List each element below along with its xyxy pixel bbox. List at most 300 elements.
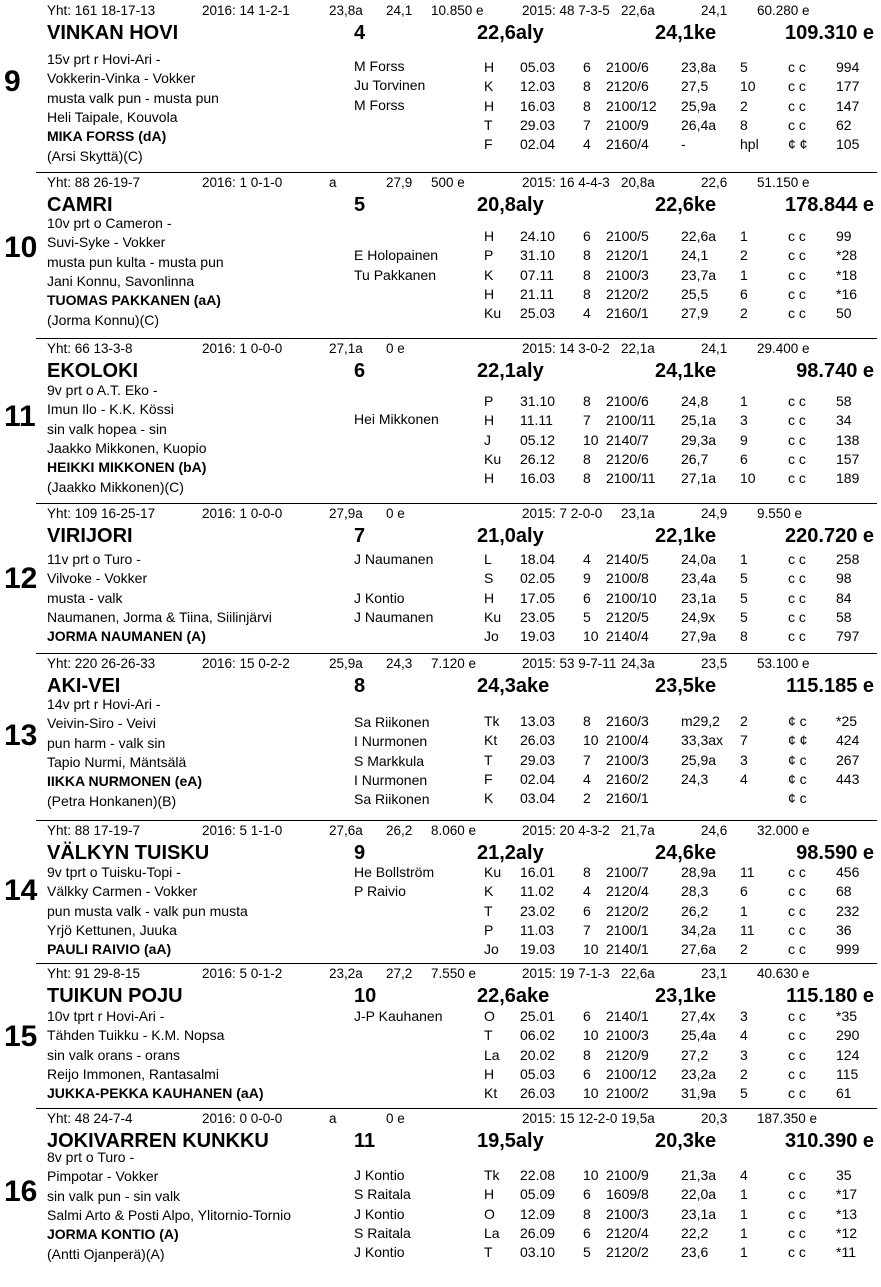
race-placing: hpl (740, 136, 759, 153)
race-equipment: c c (788, 570, 806, 587)
race-driver: S Raitala (354, 1186, 411, 1203)
race-odds: 147 (836, 97, 860, 114)
race-track: T (484, 751, 493, 768)
trainer-driver: JORMA KONTIO (A) (47, 1226, 179, 1243)
race-start-number: 4 (583, 136, 591, 153)
track-number: 9 (354, 842, 366, 864)
race-equipment: c c (788, 921, 806, 938)
race-track: H (484, 59, 495, 75)
race-distance: 2100/4 (606, 732, 649, 749)
race-time: 25,9a (681, 751, 717, 768)
race-start-number: 5 (583, 608, 591, 625)
entry-divider (36, 653, 877, 654)
record-auto: 21,2aly (477, 842, 544, 864)
race-date: 25.03 (520, 305, 556, 322)
race-time: 34,2a (681, 921, 717, 938)
horse-name: VIRIJORI (47, 525, 133, 547)
total-earnings: 109.310 e (785, 22, 874, 44)
owner-colors: musta valk pun - musta pun (47, 89, 219, 106)
race-odds: *17 (836, 1186, 858, 1203)
owner-colors: sin valk orans - orans (47, 1046, 181, 1063)
race-distance: 2100/7 (606, 864, 649, 880)
stats-field: 29.400 e (757, 341, 810, 356)
race-odds: 456 (836, 864, 860, 880)
race-odds: 138 (836, 431, 860, 448)
race-start-number: 8 (583, 470, 591, 487)
race-driver: He Bollström (354, 864, 435, 880)
race-track: La (484, 1224, 500, 1241)
race-time: 26,2 (681, 902, 709, 919)
horse-pedigree: 10v prt o Cameron - (47, 215, 172, 231)
race-odds: *18 (836, 266, 858, 283)
record-auto: 20,8aly (477, 194, 544, 216)
owner-colors: pun musta valk - valk pun musta (47, 902, 248, 919)
horse-pedigree: 9v tprt o Tuisku-Topi - (47, 864, 181, 880)
race-start-number: 8 (583, 393, 591, 409)
race-placing: 2 (740, 941, 748, 958)
race-distance: 2100/5 (606, 228, 649, 244)
race-track: T (484, 902, 493, 919)
owner-colors: musta - valk (47, 589, 123, 606)
race-time: 29,3a (681, 431, 717, 448)
owner-colors: sin valk hopea - sin (47, 420, 167, 437)
race-placing: 1 (740, 1224, 748, 1241)
program-number: 10 (4, 231, 38, 264)
race-track: P (484, 247, 494, 264)
race-distance: 2120/2 (606, 1244, 649, 1261)
race-odds: 58 (836, 393, 852, 409)
horse-name: AKI-VEI (47, 675, 121, 697)
stats-field: a (329, 1111, 337, 1126)
stats-field: 187.350 e (757, 1111, 818, 1126)
track-number: 10 (354, 985, 377, 1007)
race-odds: 84 (836, 589, 852, 606)
race-time: 24,0a (681, 551, 717, 567)
race-distance: 2160/1 (606, 305, 649, 322)
race-date: 19.03 (520, 941, 556, 958)
race-start-number: 6 (583, 1186, 591, 1203)
stats-field: 9.550 e (757, 506, 803, 521)
race-distance: 2100/12 (606, 97, 657, 114)
race-placing: 5 (740, 570, 748, 587)
stats-field: Yht: 91 29-8-15 (47, 966, 141, 981)
trainer-driver: TUOMAS PAKKANEN (aA) (47, 292, 221, 309)
race-track: K (484, 790, 494, 807)
race-date: 05.03 (520, 59, 556, 75)
race-driver: M Forss (354, 58, 405, 74)
race-placing: 1 (740, 228, 748, 244)
race-date: 24.10 (520, 228, 556, 244)
race-track: T (484, 1244, 493, 1261)
race-odds: 124 (836, 1046, 860, 1063)
race-track: H (484, 97, 495, 114)
race-placing: 5 (740, 589, 748, 606)
stats-field: 19,5a (621, 1111, 655, 1126)
race-equipment: c c (788, 1244, 806, 1261)
race-track: K (484, 883, 494, 900)
race-date: 29.03 (520, 751, 556, 768)
stats-field: 23,1 (701, 966, 728, 981)
race-distance: 1609/8 (606, 1186, 649, 1203)
race-equipment: c c (788, 470, 806, 487)
race-track: T (484, 1027, 493, 1044)
race-equipment: c c (788, 1167, 806, 1183)
race-equipment: c c (788, 1085, 806, 1102)
race-placing: 1 (740, 902, 748, 919)
race-date: 23.05 (520, 608, 556, 625)
race-placing: 4 (740, 770, 748, 787)
breeder-info: (Arsi Skyttä)(C) (47, 147, 143, 164)
race-placing: 1 (740, 393, 748, 409)
race-placing: 1 (740, 266, 748, 283)
race-equipment: c c (788, 941, 806, 958)
program-number: 13 (4, 719, 38, 752)
race-track: Kt (484, 732, 498, 749)
race-placing: 2 (740, 97, 748, 114)
race-date: 06.02 (520, 1027, 556, 1044)
race-driver: I Nurmonen (354, 733, 428, 750)
horse-pedigree: 15v prt r Hovi-Ari - (47, 51, 161, 67)
stats-field: 27,9a (329, 506, 363, 521)
race-distance: 2120/5 (606, 608, 649, 625)
race-distance: 2120/4 (606, 883, 649, 900)
race-placing: 11 (740, 864, 755, 880)
race-equipment: c c (788, 305, 806, 322)
horse-name: TUIKUN POJU (47, 985, 183, 1007)
race-date: 22.08 (520, 1167, 556, 1183)
race-odds: 34 (836, 412, 852, 429)
race-date: 29.03 (520, 116, 556, 133)
horse-dam: Välkky Carmen - Vokker (47, 883, 198, 900)
race-time: 23,2a (681, 1065, 717, 1082)
stats-field: 27,9 (386, 175, 413, 190)
race-start-number: 8 (583, 285, 591, 302)
race-track: L (484, 551, 492, 567)
race-track: Tk (484, 1167, 500, 1183)
race-placing: 10 (740, 470, 756, 487)
race-distance: 2100/12 (606, 1065, 657, 1082)
entry-divider (36, 338, 877, 339)
race-track: F (484, 770, 493, 787)
total-earnings: 115.180 e (786, 985, 874, 1007)
race-driver: Sa Riikonen (354, 791, 430, 808)
race-odds: 50 (836, 305, 852, 322)
race-driver: P Raivio (354, 883, 406, 900)
race-placing: 8 (740, 628, 748, 645)
race-date: 11.02 (520, 883, 554, 900)
race-time: 24,3 (681, 770, 709, 787)
horse-dam: Veivin-Siro - Veivi (47, 715, 156, 732)
race-track: Ku (484, 305, 502, 322)
owner: Jani Konnu, Savonlinna (47, 272, 195, 289)
race-odds: *28 (836, 247, 858, 264)
race-distance: 2100/3 (606, 266, 649, 283)
stats-field: 27,1a (329, 341, 363, 356)
horse-name: VÄLKYN TUISKU (47, 842, 210, 864)
stats-field: 2015: 16 4-4-3 (522, 175, 610, 190)
race-driver: I Nurmonen (354, 771, 428, 788)
race-distance: 2160/1 (606, 790, 649, 807)
race-distance: 2100/3 (606, 1205, 649, 1222)
race-track: H (484, 412, 495, 429)
horse-name: EKOLOKI (47, 360, 139, 382)
race-placing: 9 (740, 431, 748, 448)
stats-field: 2016: 1 0-0-0 (202, 506, 283, 521)
breeder-info: (Jorma Konnu)(C) (47, 311, 160, 328)
race-date: 12.09 (520, 1205, 556, 1222)
trainer-driver: JORMA NAUMANEN (A) (47, 628, 206, 645)
race-date: 26.09 (520, 1224, 556, 1241)
race-distance: 2120/1 (606, 247, 649, 264)
race-time: 25,1a (681, 412, 717, 429)
owner: Heli Taipale, Kouvola (47, 108, 178, 125)
race-distance: 2100/11 (606, 412, 656, 429)
horse-entry (0, 820, 881, 963)
race-driver: M Forss (354, 96, 405, 113)
race-date: 05.12 (520, 431, 556, 448)
total-earnings: 115.185 e (786, 675, 874, 697)
race-track: H (484, 1186, 495, 1203)
track-number: 5 (354, 194, 366, 216)
stats-field: 2015: 15 12-2-0 (522, 1111, 618, 1126)
horse-pedigree: 8v prt o Turo - (47, 1149, 135, 1165)
race-odds: *12 (836, 1224, 858, 1241)
race-distance: 2100/9 (606, 116, 649, 133)
race-time: 23,1a (681, 589, 717, 606)
stats-field: a (329, 175, 337, 190)
race-date: 11.11 (520, 412, 553, 429)
race-driver: J Kontio (354, 589, 405, 606)
race-date: 23.02 (520, 902, 556, 919)
race-time: 27,1a (681, 470, 717, 487)
race-start-number: 4 (583, 305, 591, 322)
race-start-number: 8 (583, 266, 591, 283)
race-start-number: 6 (583, 1224, 591, 1241)
stats-field: 500 e (431, 175, 465, 190)
race-start-number: 6 (583, 589, 591, 606)
race-time: 27,9a (681, 628, 717, 645)
race-track: K (484, 266, 494, 283)
race-distance: 2120/2 (606, 902, 649, 919)
stats-field: Yht: 88 17-19-7 (47, 823, 141, 838)
horse-pedigree: 10v tprt r Hovi-Ari - (47, 1008, 165, 1024)
race-placing: 6 (740, 450, 748, 467)
stats-field: 22,6a (621, 966, 655, 981)
race-driver: S Markkula (354, 752, 425, 769)
stats-field: 2016: 15 0-2-2 (202, 656, 290, 671)
record-auto: 21,0aly (477, 525, 544, 547)
race-time: 24,8 (681, 393, 709, 409)
race-distance: 2100/6 (606, 59, 649, 75)
trainer-driver: IIKKA NURMONEN (eA) (47, 773, 203, 790)
race-distance: 2120/6 (606, 450, 649, 467)
race-time: 23,8a (681, 59, 717, 75)
total-earnings: 98.590 e (796, 842, 874, 864)
race-distance: 2100/1 (606, 921, 649, 938)
race-odds: 189 (836, 470, 860, 487)
race-equipment: c c (788, 1046, 806, 1063)
race-placing: 2 (740, 713, 748, 729)
stats-field: 7.120 e (431, 656, 477, 671)
race-odds: 157 (836, 450, 860, 467)
race-time: 28,3 (681, 883, 709, 900)
stats-field: 24,3a (621, 656, 655, 671)
record-auto: 22,6ake (477, 985, 550, 1007)
race-time: 27,6a (681, 941, 717, 958)
race-start-number: 8 (583, 97, 591, 114)
race-time: 31,9a (681, 1085, 717, 1102)
stats-field: 27,6a (329, 823, 363, 838)
race-equipment: c c (788, 589, 806, 606)
breeder-info: (Antti Ojanperä)(A) (47, 1245, 165, 1262)
race-date: 26.03 (520, 1085, 556, 1102)
stats-field: 2015: 19 7-1-3 (522, 966, 610, 981)
race-driver: J Kontio (354, 1244, 405, 1261)
race-placing: 3 (740, 412, 748, 429)
race-start-number: 10 (583, 1167, 599, 1183)
stats-field: 2016: 5 0-1-2 (202, 966, 283, 981)
race-equipment: c c (788, 393, 806, 409)
race-distance: 2160/4 (606, 136, 649, 153)
race-start-number: 6 (583, 228, 591, 244)
race-driver: S Raitala (354, 1224, 411, 1241)
race-driver: Ju Torvinen (354, 77, 426, 94)
race-time: 24,1 (681, 247, 709, 264)
horse-entry (0, 338, 881, 503)
race-track: K (484, 78, 494, 95)
total-earnings: 310.390 e (785, 1130, 874, 1152)
entry-divider (36, 1108, 877, 1109)
horse-dam: Vokkerin-Vinka - Vokker (47, 70, 196, 87)
race-driver: Tu Pakkanen (354, 266, 436, 283)
race-date: 26.12 (520, 450, 556, 467)
race-start-number: 10 (583, 1027, 599, 1044)
owner: Salmi Arto & Posti Alpo, Ylitornio-Tornio (47, 1206, 292, 1223)
race-placing: 2 (740, 247, 748, 264)
record-auto: 19,5aly (477, 1130, 544, 1152)
race-date: 03.10 (520, 1244, 556, 1261)
race-time: 25,9a (681, 97, 717, 114)
stats-field: 2015: 53 9-7-11 (522, 656, 617, 671)
race-date: 11.03 (520, 921, 554, 938)
race-track: J (484, 431, 491, 448)
race-date: 31.10 (520, 247, 556, 264)
horse-dam: Imun Ilo - K.K. Kössi (47, 401, 174, 418)
record-volt: 22,6ke (655, 194, 717, 216)
race-date: 19.03 (520, 628, 556, 645)
breeder-info: (Petra Honkanen)(B) (47, 792, 177, 809)
race-odds: 61 (836, 1085, 852, 1102)
race-equipment: c c (788, 902, 806, 919)
race-odds: *13 (836, 1205, 858, 1222)
race-equipment: c c (788, 1027, 806, 1044)
race-distance: 2100/8 (606, 570, 649, 587)
record-volt: 22,1ke (655, 525, 717, 547)
race-time: 24,9x (681, 608, 716, 625)
race-odds: 443 (836, 770, 860, 787)
race-odds: 36 (836, 921, 852, 938)
trainer-driver: PAULI RAIVIO (aA) (47, 941, 172, 958)
race-odds: 424 (836, 732, 860, 749)
race-distance: 2100/10 (606, 589, 657, 606)
race-equipment: c c (788, 628, 806, 645)
stats-field: 53.100 e (757, 656, 810, 671)
stats-field: 24,1 (701, 3, 728, 18)
stats-field: 0 e (386, 506, 405, 521)
race-placing: 2 (740, 1065, 748, 1082)
race-equipment: c c (788, 1224, 806, 1241)
stats-field: 22,6a (621, 3, 655, 18)
race-distance: 2140/4 (606, 628, 649, 645)
stats-field: 2015: 7 2-0-0 (522, 506, 603, 521)
owner-colors: sin valk pun - sin valk (47, 1187, 181, 1204)
stats-field: 22,6 (701, 175, 728, 190)
stats-field: 24,1 (386, 3, 413, 18)
race-time: 23,1a (681, 1205, 717, 1222)
race-date: 13.03 (520, 713, 556, 729)
race-date: 02.05 (520, 570, 556, 587)
race-distance: 2100/6 (606, 393, 649, 409)
race-start-number: 8 (583, 450, 591, 467)
race-odds: 58 (836, 608, 852, 625)
race-time: 27,4x (681, 1008, 716, 1024)
race-equipment: c c (788, 1065, 806, 1082)
stats-field: 27,2 (386, 966, 413, 981)
race-placing: 3 (740, 1046, 748, 1063)
race-date: 26.03 (520, 732, 556, 749)
race-equipment: c c (788, 266, 806, 283)
race-driver: J Naumanen (354, 608, 434, 625)
race-equipment: ¢ c (788, 751, 807, 768)
race-date: 16.01 (520, 864, 556, 880)
race-time: - (681, 136, 686, 153)
race-equipment: c c (788, 59, 806, 75)
stats-field: 2016: 14 1-2-1 (202, 3, 290, 18)
track-number: 8 (354, 675, 366, 697)
race-track: T (484, 116, 493, 133)
race-track: Jo (484, 941, 499, 958)
race-equipment: c c (788, 431, 806, 448)
stats-field: 23,5 (701, 656, 728, 671)
record-volt: 24,6ke (655, 842, 717, 864)
race-placing: 3 (740, 1008, 748, 1024)
race-placing: 6 (740, 285, 748, 302)
stats-field: 2015: 14 3-0-2 (522, 341, 610, 356)
race-date: 05.03 (520, 1065, 556, 1082)
entry-divider (36, 820, 877, 821)
race-start-number: 4 (583, 770, 591, 787)
race-equipment: c c (788, 78, 806, 95)
race-odds: *11 (836, 1244, 856, 1261)
owner: Reijo Immonen, Rantasalmi (47, 1065, 219, 1082)
race-start-number: 6 (583, 902, 591, 919)
race-time: m29,2 (681, 713, 720, 729)
race-distance: 2100/11 (606, 470, 656, 487)
race-date: 16.03 (520, 97, 556, 114)
race-equipment: c c (788, 247, 806, 264)
race-equipment: ¢ ¢ (788, 136, 808, 153)
stats-field: 20,3 (701, 1111, 728, 1126)
race-time: 27,5 (681, 78, 709, 95)
entry-divider (36, 503, 877, 504)
race-distance: 2100/3 (606, 1027, 649, 1044)
race-date: 20.02 (520, 1046, 556, 1063)
race-odds: 258 (836, 551, 860, 567)
race-odds: *16 (836, 285, 858, 302)
stats-field: 2016: 1 0-1-0 (202, 175, 283, 190)
race-odds: 290 (836, 1027, 860, 1044)
race-date: 18.04 (520, 551, 556, 567)
